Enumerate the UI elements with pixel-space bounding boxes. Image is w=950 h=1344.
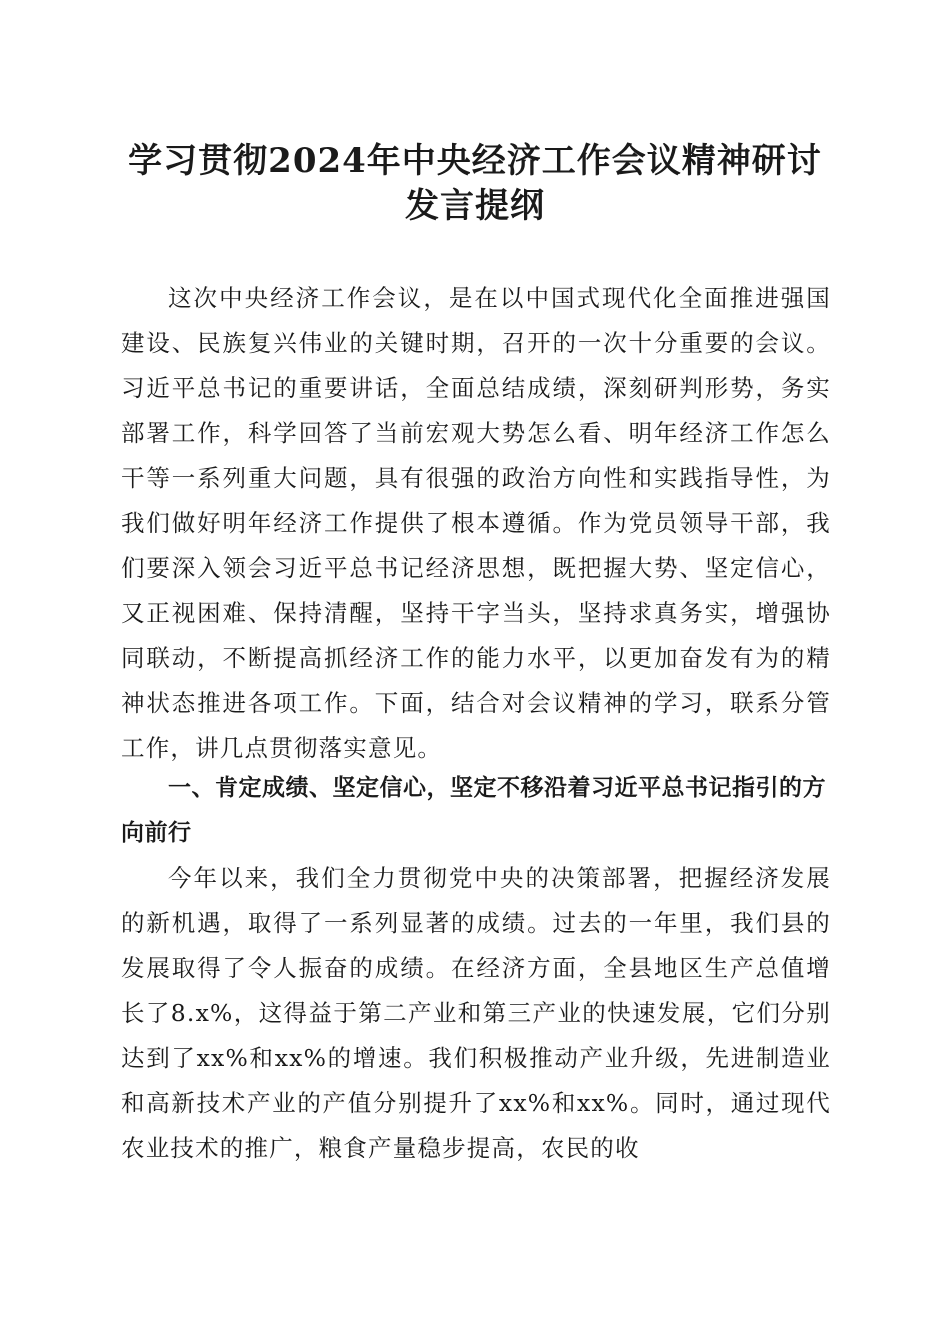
document-title-line2: 发言提纲 xyxy=(405,186,545,226)
document-title-line1: 学习贯彻2024年中央经济工作会议精神研讨 xyxy=(128,141,822,181)
intro-paragraph: 这次中央经济工作会议，是在以中国式现代化全面推进强国建设、民族复兴伟业的关键时期，召开的一次十分重要的会议。习近平总书记的重要讲话，全面总结成绩，深刻研判形势，务实部署工作，科学回答了当前宏观大势怎么看、明年经济工作怎么干等一系列重大问题，具有很强的政治方向性和实践指导性，为我们做好明年经济工作提供了根本遵循。作为党员领导干部，我们要深入领会习近平总书记经济思想，既把握大势、坚定信心，又正视困难、保持清醒，坚持干字当头，坚持求真务实，增强协同联动，不断提高抓经济工作的能力水平，以更加奋发有为的精神状态推进各项工作。下面，结合对会议精神的学习，联系分管工作，讲几点贯彻落实意见。 xyxy=(121,284,831,762)
section1-paragraph: 今年以来，我们全力贯彻党中央的决策部署，把握经济发展的新机遇，取得了一系列显著的成绩。过去的一年里，我们县的发展取得了令人振奋的成绩。在经济方面，全县地区生产总值增长了8.x%，这得益于第二产业和第三产业的快速发展，它们分别达到了xx%和xx%的增速。我们积极推动产业升级，先进制造业和高新技术产业的产值分别提升了xx%和xx%。同时，通过现代农业技术的推广，粮食产量稳步提高，农民的收 xyxy=(121,864,831,1162)
section-heading-1: 一、肯定成绩、坚定信心，坚定不移沿着习近平总书记指引的方向前行 xyxy=(121,775,826,846)
